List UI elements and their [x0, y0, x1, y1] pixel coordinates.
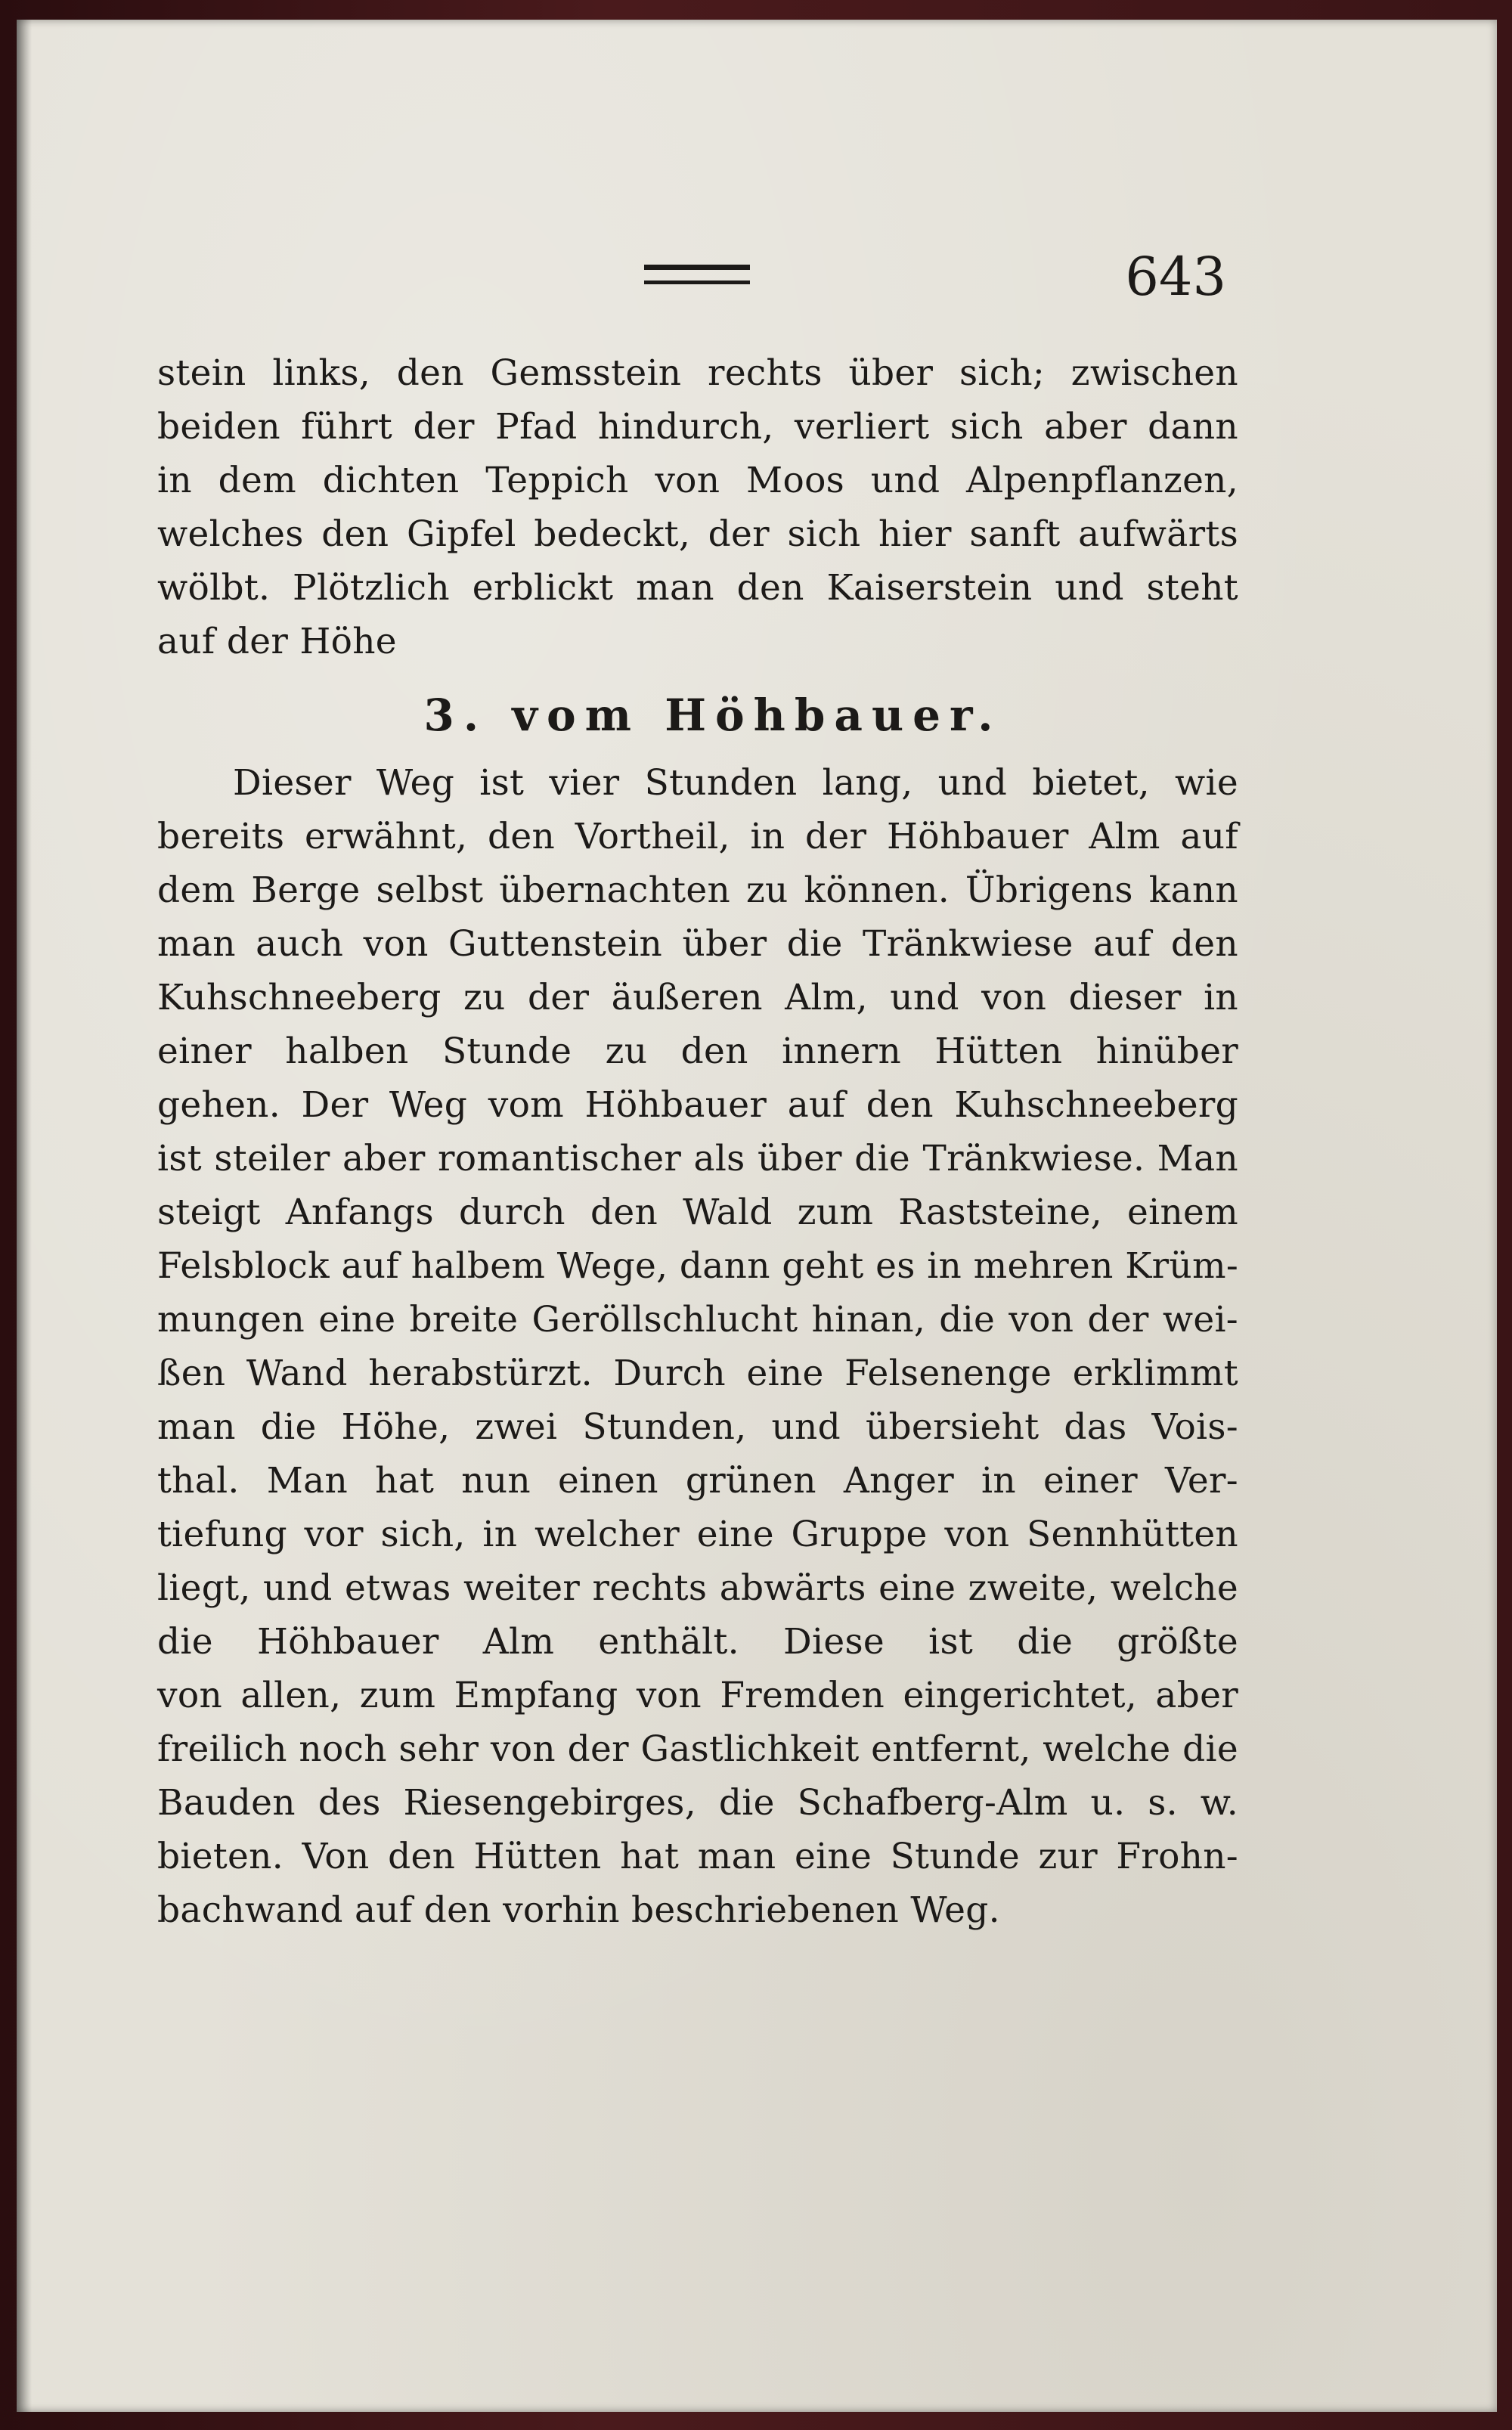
text-line: liegt, und etwas weiter rechts abwärts eine zweite, welche: [157, 1567, 1238, 1609]
text-line: steigt Anfangs durch den Wald zum Raststeine, einem: [157, 1192, 1238, 1233]
text-line: mungen eine breite Geröllschlucht hinan, die von der wei-: [157, 1299, 1238, 1341]
text-line: von allen, zum Empfang von Fremden eingerichtet, aber: [157, 1675, 1238, 1716]
text-line: man die Höhe, zwei Stunden, und übersieht das Vois-: [157, 1406, 1238, 1448]
text-line: tiefung vor sich, in welcher eine Gruppe von Sennhütten: [157, 1514, 1238, 1555]
text-line: Dieser Weg ist vier Stunden lang, und bietet, wie: [233, 762, 1238, 804]
text-line: die Höhbauer Alm enthält. Diese ist die größte: [157, 1621, 1238, 1663]
text-line: dem Berge selbst übernachten zu können. Übrigens kann: [157, 869, 1238, 911]
text-line: welches den Gipfel bedeckt, der sich hier sanft aufwärts: [157, 513, 1238, 555]
page-number: 643: [1125, 246, 1226, 308]
text-line: ist steiler aber romantischer als über die Tränkwiese. Man: [157, 1138, 1238, 1179]
body-text: [157, 346, 1238, 1937]
text-line: freilich noch sehr von der Gastlichkeit entfernt, welche die: [157, 1728, 1238, 1770]
text-line: auf der Höhe: [157, 621, 397, 662]
text-line: einer halben Stunde zu den innern Hütten hinüber: [157, 1031, 1238, 1072]
section-heading: 3. vom Höhbauer.: [423, 690, 1002, 741]
text-line: man auch von Guttenstein über die Tränkwiese auf den: [157, 923, 1238, 965]
text-line: stein links, den Gemsstein rechts über sich; zwischen: [157, 352, 1238, 394]
text-line: ßen Wand herabstürzt. Durch eine Felsenenge erklimmt: [157, 1353, 1238, 1394]
book-page: [17, 20, 1497, 2412]
header-rule: [644, 265, 750, 284]
text-line: beiden führt der Pfad hindurch, verliert sich aber dann: [157, 406, 1238, 448]
text-line: thal. Man hat nun einen grünen Anger in einer Ver-: [157, 1460, 1238, 1502]
text-line: bachwand auf den vorhin beschriebenen Weg.: [157, 1889, 1000, 1931]
text-line: wölbt. Plötzlich erblickt man den Kaiserstein und steht: [157, 567, 1238, 609]
text-line: bereits erwähnt, den Vortheil, in der Höhbauer Alm auf: [157, 816, 1238, 857]
text-line: gehen. Der Weg vom Höhbauer auf den Kuhschneeberg: [157, 1084, 1238, 1126]
text-line: in dem dichten Teppich von Moos und Alpenpflanzen,: [157, 460, 1238, 501]
text-line: Kuhschneeberg zu der äußeren Alm, und von dieser in: [157, 977, 1238, 1018]
text-line: bieten. Von den Hütten hat man eine Stunde zur Frohn-: [157, 1836, 1238, 1877]
text-line: Bauden des Riesengebirges, die Schafberg-Alm u. s. w.: [157, 1782, 1238, 1824]
text-line: Felsblock auf halbem Wege, dann geht es in mehren Krüm-: [157, 1245, 1238, 1287]
page-gutter-shadow: [17, 20, 32, 2412]
